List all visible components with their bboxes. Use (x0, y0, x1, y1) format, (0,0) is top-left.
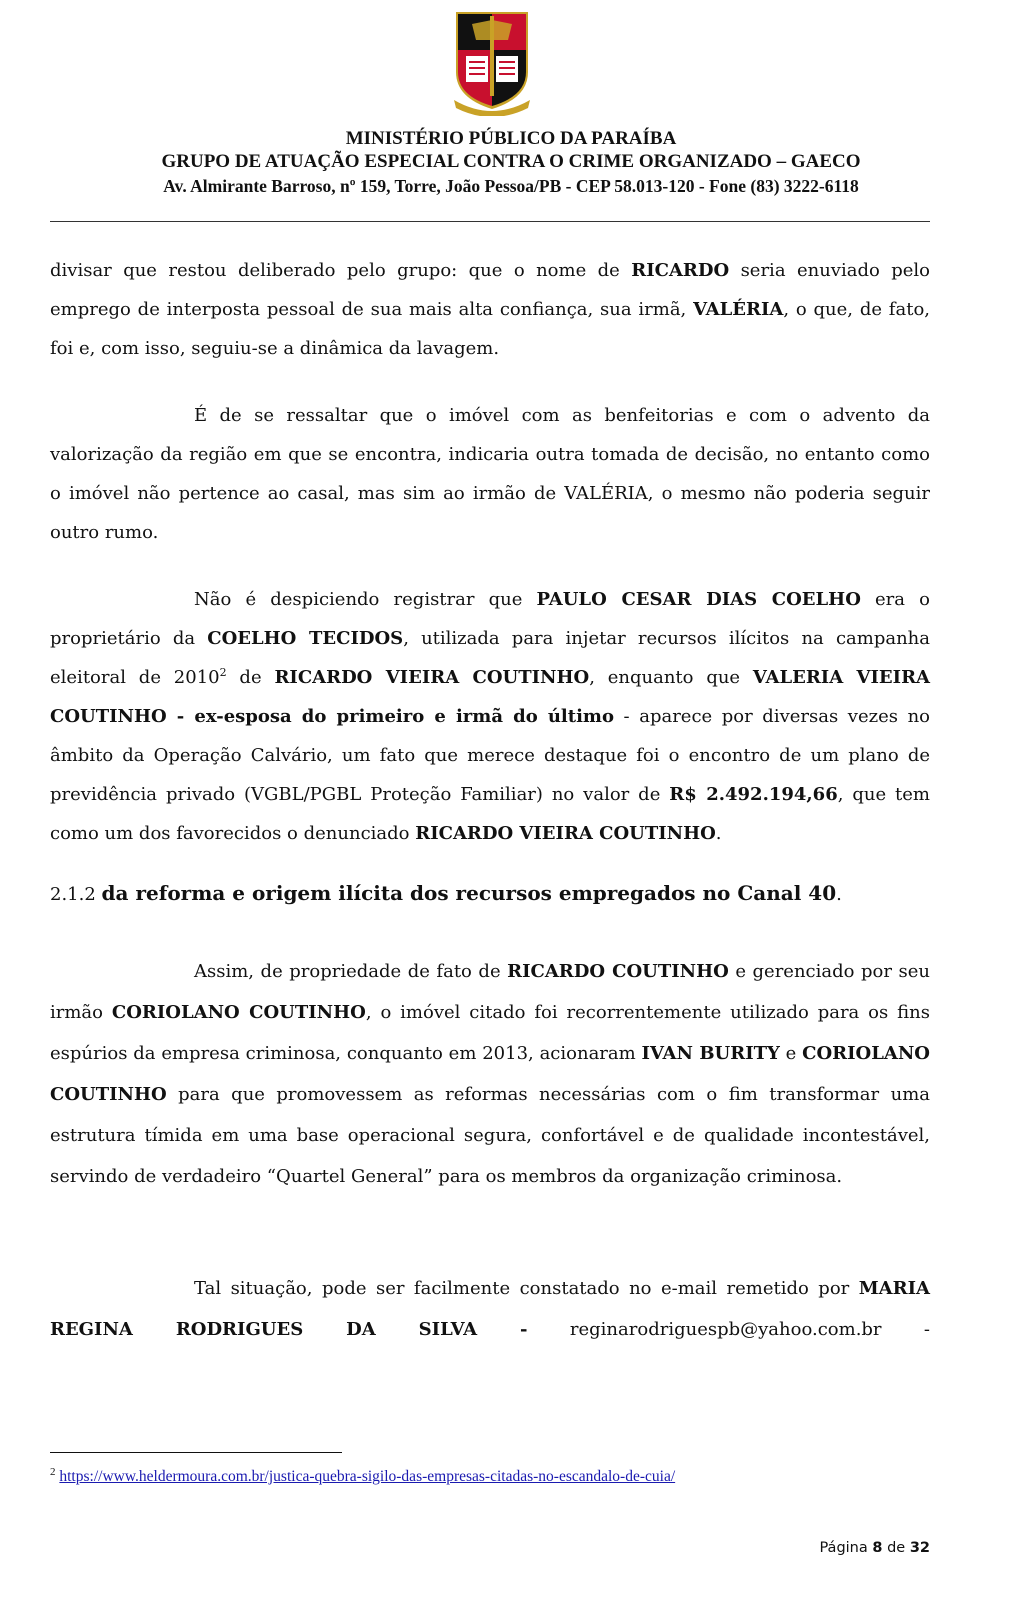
footnote-link[interactable]: https://www.heldermoura.com.br/justica-quebra-sigilo-das-empresas-citadas-no-escandalo-de-cuia/ (59, 1468, 676, 1486)
footnote-divider (50, 1452, 342, 1453)
paragraph-3: Não é despiciendo registrar que PAULO CESAR DIAS COELHO era o proprietário da COELHO TECIDOS, utilizada para injetar recursos ilícitos na campanha eleitoral de 2010$^2$ de RICARDO VIEIRA COUTINHO, enquanto que VALERIA VIEIRA COUTINHO - ex-esposa do primeiro e irmã do último - aparece por diversas vezes no âmbito da Operação Calvário, um fato que merece destaque foi o encontro de um plano de previdência privado (VGBL/PGBL Proteção Familiar) no valor de R$ 2.492.194,66, que tem como um dos favorecidos o denunciado RICARDO VIEIRA COUTINHO. (50, 589, 930, 844)
mppb-coat-of-arms-logo (452, 10, 532, 116)
section-number: 2.1.2 (50, 884, 96, 905)
header-divider (50, 221, 930, 222)
section-title: da reforma e origem ilícita dos recursos empregados no Canal 40 (101, 881, 837, 905)
email-address: reginarodriguespb@yahoo.com.br - (527, 1319, 930, 1340)
footnote-reference[interactable]: 2 (219, 666, 227, 679)
header-group: GRUPO DE ATUAÇÃO ESPECIAL CONTRA O CRIME ORGANIZADO – GAECO (161, 151, 861, 172)
paragraph-5: Tal situação, pode ser facilmente constatado no e-mail remetido por MARIA REGINA RODRIGUES DA SILVA - reginarodriguespb@yahoo.com.br - (50, 1278, 930, 1340)
page-number: Página 8 de 32 (819, 1540, 930, 1556)
paragraph-1: divisar que restou deliberado pelo grupo: que o nome de RICARDO seria enuviado pelo emprego de interposta pessoal de sua mais alta confiança, sua irmã, VALÉRIA, o que, de fato, foi e, com isso, seguiu-se a dinâmica da lavagem. (50, 260, 930, 359)
footnote: $^2$ https://www.heldermoura.com.br/justica-quebra-sigilo-das-empresas-citadas-no-escandalo-de-cuia/ (50, 1466, 676, 1486)
paragraph-2: É de se ressaltar que o imóvel com as benfeitorias e com o advento da valorização da região em que se encontra, indicaria outra tomada de decisão, no entanto como o imóvel não pertence ao casal, mas sim ao irmão de VALÉRIA, o mesmo não poderia seguir outro rumo. (50, 405, 930, 543)
section-heading: 2.1.2 da reforma e origem ilícita dos recursos empregados no Canal 40. (50, 881, 842, 905)
paragraph-4: Assim, de propriedade de fato de RICARDO COUTINHO e gerenciado por seu irmão CORIOLANO COUTINHO, o imóvel citado foi recorrentemente utilizado para os fins espúrios da empresa criminosa, conquanto em 2013, acionaram IVAN BURITY e CORIOLANO COUTINHO para que promovessem as reformas necessárias com o fim transformar uma estrutura tímida em uma base operacional segura, confortável e de qualidade incontestável, servindo de verdadeiro “Quartel General” para os membros da organização criminosa. (50, 961, 930, 1187)
header-institution: MINISTÉRIO PÚBLICO DA PARAÍBA (345, 128, 677, 149)
header-address: Av. Almirante Barroso, nº 159, Torre, João Pessoa/PB - CEP 58.013-120 - Fone (83) 3222-6118 (163, 176, 859, 196)
